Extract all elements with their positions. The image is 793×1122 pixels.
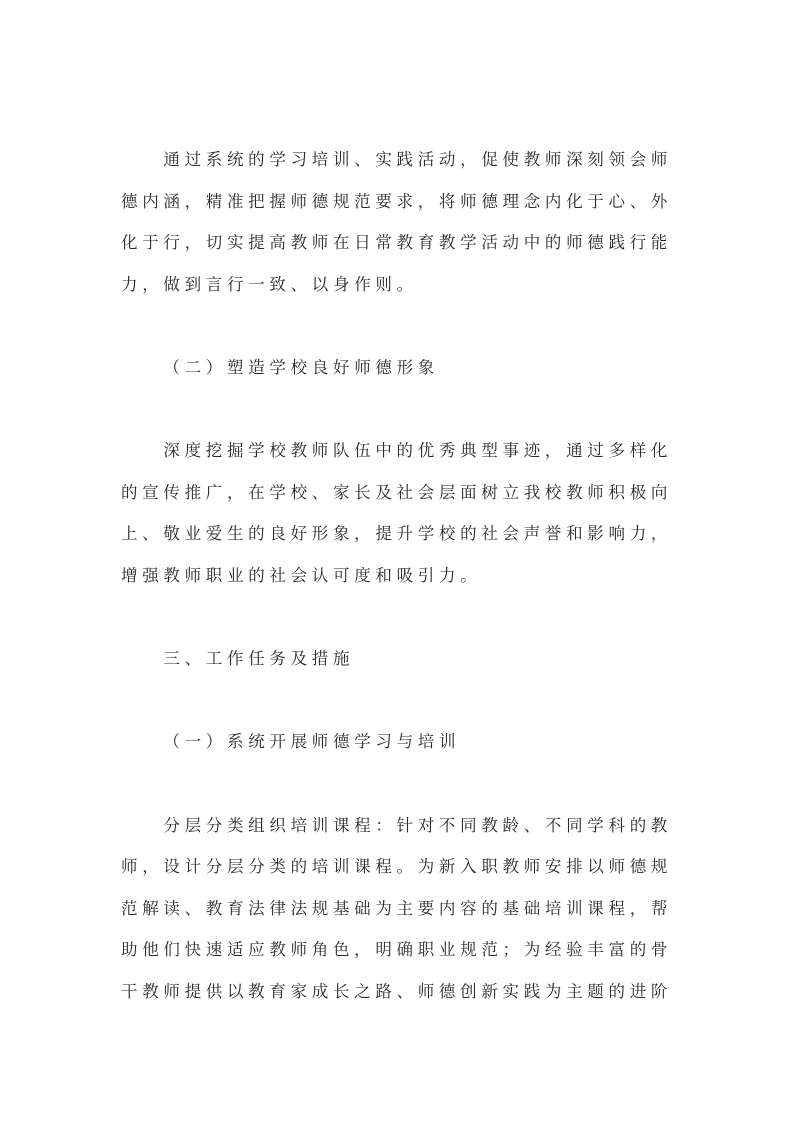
spacer	[121, 389, 672, 431]
paragraph-training-courses	[121, 805, 672, 1013]
paragraph-line: 干教师提供以教育家成长之路、师德创新实践为主题的进阶	[121, 981, 672, 1001]
paragraph-line: 的宣传推广，在学校、家长及社会层面树立我校教师积极向	[121, 482, 672, 502]
paragraph-line: 深度挖掘学校教师队伍中的优秀典型事迹，通过多样化	[163, 441, 672, 461]
paragraph-line: 力，做到言行一致、以身作则。	[121, 274, 418, 294]
paragraph-line: 助他们快速适应教师角色，明确职业规范；为经验丰富的骨	[121, 940, 672, 960]
spacer	[121, 305, 672, 347]
document-body	[121, 139, 672, 1012]
paragraph-line: 范解读、教育法律法规基础为主要内容的基础培训课程，帮	[121, 898, 672, 918]
spacer	[121, 597, 672, 639]
section-heading: （二）塑造学校良好师德形象	[163, 357, 439, 377]
section-heading: （一）系统开展师德学习与培训	[163, 732, 461, 752]
paragraph-line: 师，设计分层分类的培训课程。为新入职教师安排以师德规	[121, 857, 672, 877]
paragraph-line: 化于行，切实提高教师在日常教育教学活动中的师德践行能	[121, 233, 672, 253]
paragraph-school-image	[121, 430, 672, 596]
chapter-heading: 三、工作任务及措施	[163, 649, 355, 669]
paragraph-line: 分层分类组织培训课程：针对不同教龄、不同学科的教	[163, 815, 672, 835]
paragraph-line: 上、敬业爱生的良好形象，提升学校的社会声誉和影响力，	[121, 524, 672, 544]
paragraph-line: 增强教师职业的社会认可度和吸引力。	[121, 565, 482, 585]
spacer	[121, 763, 672, 805]
paragraph-teacher-ethics-practice	[121, 139, 672, 305]
paragraph-line: 通过系统的学习培训、实践活动，促使教师深刻领会师	[163, 150, 672, 169]
paragraph-line: 德内涵，精准把握师德规范要求，将师德理念内化于心、外	[121, 191, 672, 211]
spacer	[121, 680, 672, 722]
